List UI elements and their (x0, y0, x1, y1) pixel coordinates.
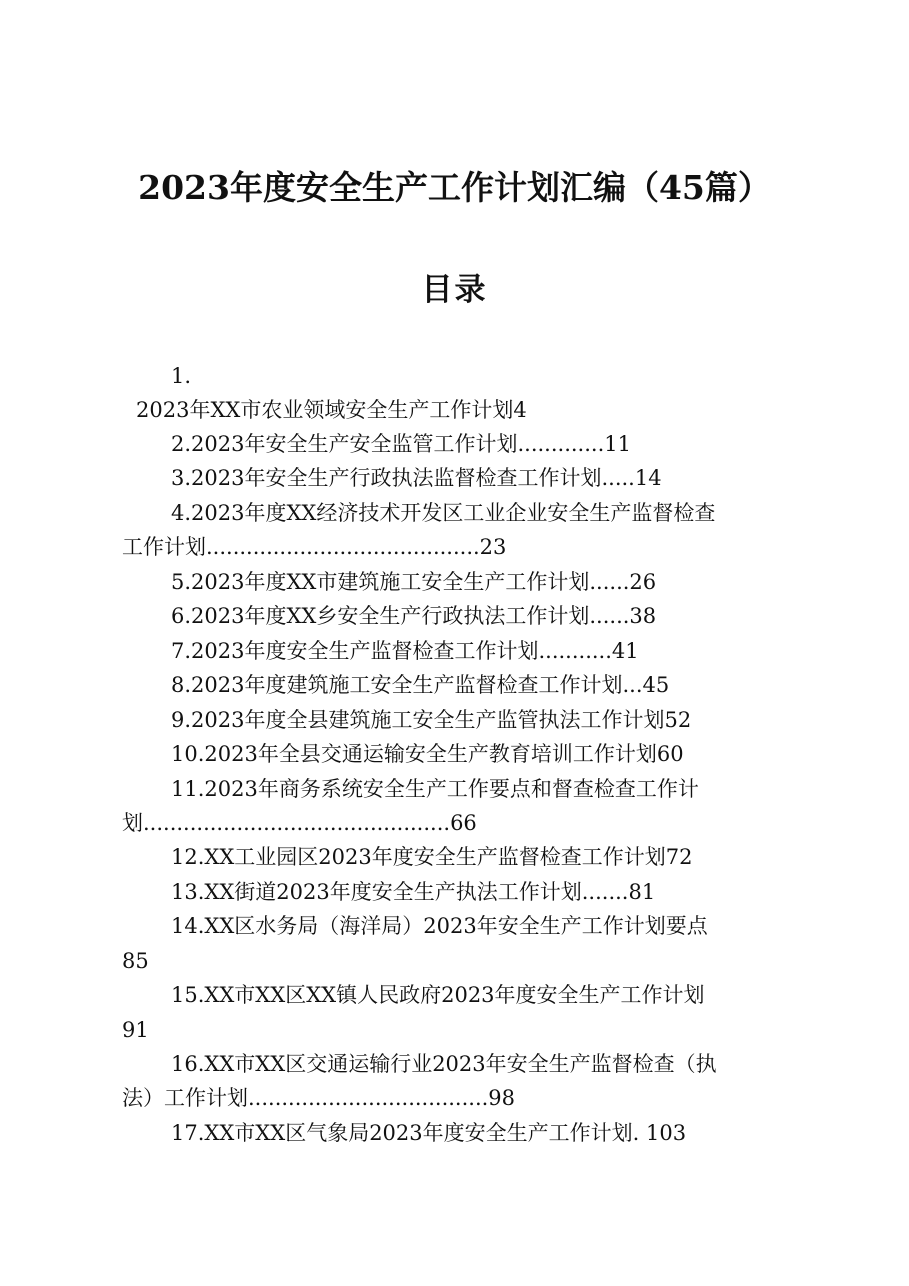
toc-entry-13[interactable]: 13.XX街道2023年度安全生产执法工作计划.......81 (171, 880, 656, 904)
toc-heading: 目录 (421, 272, 488, 308)
toc-entry-11-continued[interactable]: 划..............................................66 (122, 811, 477, 835)
toc-entry-10[interactable]: 10.2023年全县交通运输安全生产教育培训工作计划60 (171, 742, 684, 766)
toc-entry-5[interactable]: 5.2023年度XX市建筑施工安全生产工作计划......26 (171, 570, 657, 594)
toc-entry-16-continued[interactable]: 法）工作计划....................................98 (122, 1086, 516, 1110)
toc-entry-14-page[interactable]: 85 (122, 949, 149, 973)
toc-entry-4-continued[interactable]: 工作计划.........................................23 (122, 535, 507, 559)
toc-entry-11[interactable]: 11.2023年商务系统安全生产工作要点和督查检查工作计 (171, 777, 699, 801)
toc-entry-8[interactable]: 8.2023年度建筑施工安全生产监督检查工作计划...45 (171, 673, 670, 697)
toc-entry-15[interactable]: 15.XX市XX区XX镇人民政府2023年度安全生产工作计划 (171, 983, 705, 1007)
toc-entry-12[interactable]: 12.XX工业园区2023年度安全生产监督检查工作计划72 (171, 845, 693, 869)
toc-entry-15-page[interactable]: 91 (122, 1018, 149, 1042)
toc-entry-7[interactable]: 7.2023年度安全生产监督检查工作计划...........41 (171, 639, 639, 663)
toc-entry-14[interactable]: 14.XX区水务局（海洋局）2023年安全生产工作计划要点 (171, 914, 708, 938)
toc-entry-17[interactable]: 17.XX市XX区气象局2023年度安全生产工作计划. 103 (171, 1121, 687, 1145)
toc-entry-2[interactable]: 2.2023年安全生产安全监管工作计划.............11 (171, 432, 631, 456)
toc-entry-4[interactable]: 4.2023年度XX经济技术开发区工业企业安全生产监督检查 (171, 501, 716, 525)
toc-entry-1[interactable]: 2023年XX市农业领域安全生产工作计划4 (136, 398, 527, 422)
document-title: 2023年度安全生产工作计划汇编（45篇） (138, 168, 771, 207)
toc-entry-16[interactable]: 16.XX市XX区交通运输行业2023年安全生产监督检查（执 (171, 1052, 717, 1076)
toc-entry-6[interactable]: 6.2023年度XX乡安全生产行政执法工作计划......38 (171, 604, 657, 628)
toc-entry-3[interactable]: 3.2023年安全生产行政执法监督检查工作计划.....14 (171, 466, 662, 490)
toc-entry-1-number[interactable]: 1. (171, 364, 192, 388)
toc-entry-9[interactable]: 9.2023年度全县建筑施工安全生产监管执法工作计划52 (171, 708, 692, 732)
